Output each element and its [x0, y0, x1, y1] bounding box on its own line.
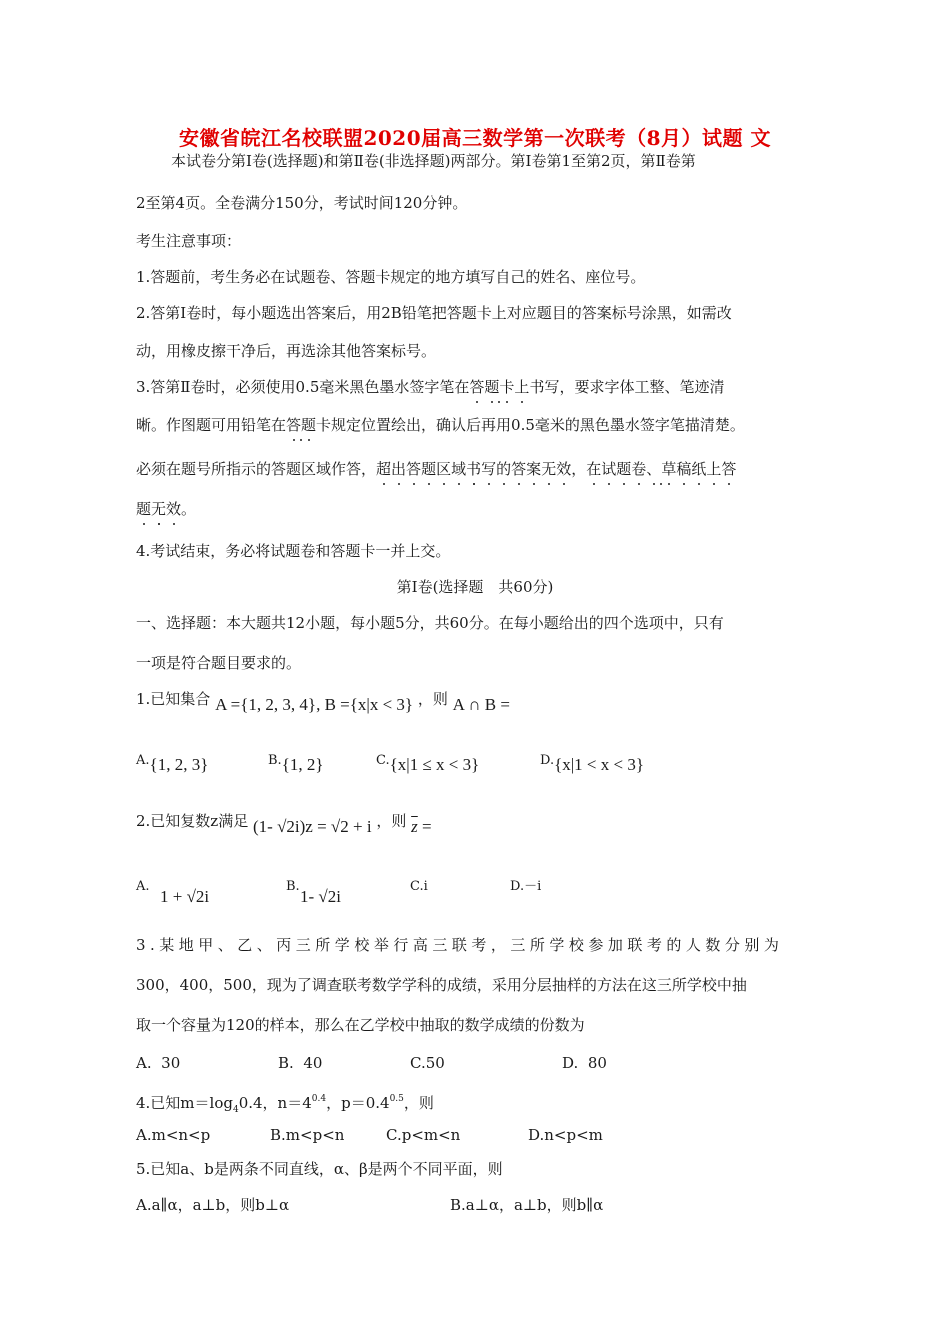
q1-option-b[interactable] — [268, 753, 324, 776]
notice-2-line-1: 2.答第Ⅰ卷时，每小题选出答案后，用2B铅笔把答题卡上对应题目的答案标号涂黑，如需改 — [136, 304, 732, 322]
notice-heading: 考生注意事项： — [136, 232, 242, 250]
option-math: 1- √2i — [300, 887, 341, 906]
text: 。 — [181, 500, 197, 518]
option-math: {x|1 < x < 3} — [554, 755, 644, 774]
option-math: {1, 2} — [281, 755, 324, 774]
q2-option-c[interactable] — [410, 876, 428, 896]
option-text: 80 — [587, 1054, 607, 1072]
q4-option-c[interactable] — [386, 1126, 460, 1144]
option-label: C. — [386, 1126, 402, 1144]
option-text: m<n<p — [151, 1126, 211, 1144]
option-label: B. — [450, 1196, 466, 1214]
q3-option-d[interactable] — [562, 1054, 607, 1072]
question-4 — [136, 1090, 434, 1119]
option-text: a∥α，a⊥b，则b⊥α — [151, 1196, 290, 1214]
emphasis-dotted — [469, 378, 529, 396]
option-math: {1, 2, 3} — [149, 755, 209, 774]
option-label: A. — [136, 879, 150, 894]
question-stem: 1.已知集合 — [136, 690, 211, 708]
option-text: m<p<n — [285, 1126, 345, 1144]
option-math: 1 + √2i — [160, 887, 210, 906]
notice-3-line-3 — [136, 460, 736, 478]
math-conjugate: $\overline{z}$ — [411, 817, 418, 836]
q2-option-b[interactable] — [286, 876, 341, 906]
emphasis-dotted — [586, 460, 736, 478]
emphasis-text: 在试题卷、草稿纸上答 — [586, 460, 737, 478]
math-expression: A ∩ B = — [452, 695, 510, 714]
option-text: i — [423, 879, 428, 894]
question-3-line-3: 取一个容量为120的样本，那么在乙学校中抽取的数学成绩的份数为 — [136, 1016, 585, 1034]
intro-line-1: 本试卷分第Ⅰ卷(选择题)和第Ⅱ卷(非选择题)两部分。第Ⅰ卷第1至第2页，第Ⅱ卷第 — [171, 152, 696, 170]
option-text: n<p<m — [544, 1126, 603, 1144]
text: 晰。作图题可用铅笔在 — [136, 416, 287, 434]
text: 卡规定位置绘出，确认后再用0.5毫米的黑色墨水签字笔描清楚。 — [316, 416, 745, 434]
q4-option-d[interactable] — [528, 1126, 603, 1144]
option-label: D. — [540, 753, 555, 768]
option-label: A. — [136, 1196, 152, 1214]
question-stem: 0.4，n＝4 — [238, 1094, 312, 1112]
question-2 — [136, 812, 432, 836]
log-base: 4 — [232, 1105, 239, 1115]
question-stem: 2.已知复数z满足 — [136, 812, 249, 830]
section-1-desc-line-2: 一项是符合题目要求的。 — [136, 654, 302, 672]
question-stem: ，则 — [403, 1094, 434, 1112]
q3-option-c[interactable] — [410, 1054, 445, 1072]
q4-option-b[interactable] — [270, 1126, 344, 1144]
notice-3-line-4 — [136, 500, 196, 518]
option-label: B. — [286, 879, 300, 894]
text: ， — [571, 460, 587, 478]
math-expression: = — [417, 817, 432, 836]
section-1-title: 第Ⅰ卷(选择题 共60分) — [396, 578, 554, 596]
option-label: B. — [278, 1054, 294, 1072]
section-1-desc-line-1: 一、选择题：本大题共12小题，每小题5分，共60分。在每小题给出的四个选项中，只有 — [136, 614, 724, 632]
emphasis-text: 答题 — [286, 416, 317, 434]
text: 3.答第Ⅱ卷时，必须使用0.5毫米黑色墨水签字笔在 — [136, 378, 470, 396]
option-text: a⊥α，a⊥b，则b∥α — [465, 1196, 604, 1214]
notice-4: 4.考试结束，务必将试题卷和答题卡一并上交。 — [136, 542, 451, 560]
option-label: A. — [136, 1054, 152, 1072]
emphasis-text: 题无效 — [136, 500, 182, 518]
q1-option-c[interactable] — [376, 753, 480, 776]
option-label: C. — [410, 1054, 426, 1072]
math-expression: (1- √2i)z = √2 + i — [253, 817, 372, 836]
intro-line-2: 2至第4页。全卷满分150分，考试时间120分钟。 — [136, 194, 468, 212]
emphasis-text: 超出答题区域书写的答案无效 — [376, 460, 572, 478]
notice-3-line-1 — [136, 378, 724, 396]
question-1 — [136, 690, 510, 714]
text: 书写，要求字体工整、笔迹清 — [529, 378, 725, 396]
q4-option-a[interactable] — [136, 1126, 210, 1144]
question-5: 5.已知a、b是两条不同直线，α、β是两个不同平面，则 — [136, 1160, 503, 1178]
question-stem: 4.已知m＝log — [136, 1094, 233, 1112]
question-3-line-2: 300，400，500，现为了调查联考数学学科的成绩，采用分层抽样的方法在这三所学校中抽 — [136, 976, 747, 994]
option-label: A. — [136, 753, 150, 768]
option-text: 30 — [161, 1054, 181, 1072]
option-math: {x|1 ≤ x < 3} — [389, 755, 480, 774]
q2-option-a[interactable] — [136, 876, 210, 906]
question-stem: ，则 — [417, 690, 448, 708]
option-label: C. — [376, 753, 390, 768]
q5-option-b[interactable] — [450, 1196, 603, 1214]
option-text: p<m<n — [401, 1126, 461, 1144]
option-text: 40 — [303, 1054, 323, 1072]
math-expression: A ={1, 2, 3, 4}, B ={x|x < 3} — [215, 695, 414, 714]
notice-3-line-2 — [136, 416, 745, 434]
emphasis-dotted — [136, 500, 181, 518]
q3-option-b[interactable] — [278, 1054, 322, 1072]
option-label: D. — [510, 879, 525, 894]
emphasis-text: 答题卡上 — [469, 378, 530, 396]
option-label: A. — [136, 1126, 152, 1144]
emphasis-dotted — [376, 460, 571, 478]
exponent: 0.4 — [311, 1094, 327, 1104]
q1-option-a[interactable] — [136, 753, 209, 776]
question-stem: ，则 — [376, 812, 407, 830]
option-label: B. — [270, 1126, 286, 1144]
document-title: 安徽省皖江名校联盟2020届高三数学第一次联考（8月）试题 文 — [178, 126, 772, 150]
question-stem: ，p＝0.4 — [326, 1094, 390, 1112]
question-3-line-1: 3.某地甲、乙、丙三所学校举行高三联考，三所学校参加联考的人数分别为 — [136, 936, 784, 954]
emphasis-dotted — [286, 416, 316, 434]
q2-option-d[interactable] — [510, 876, 541, 896]
q3-option-a[interactable] — [136, 1054, 180, 1072]
option-label: D. — [562, 1054, 579, 1072]
option-text: 50 — [425, 1054, 445, 1072]
option-text: －i — [524, 879, 542, 894]
notice-1: 1.答题前，考生务必在试题卷、答题卡规定的地方填写自己的姓名、座位号。 — [136, 268, 646, 286]
option-label: C. — [410, 879, 424, 894]
text: 必须在题号所指示的答题区域作答， — [136, 460, 377, 478]
option-label: B. — [268, 753, 282, 768]
notice-2-line-2: 动，用橡皮擦干净后，再选涂其他答案标号。 — [136, 342, 437, 360]
option-label: D. — [528, 1126, 545, 1144]
q5-option-a[interactable] — [136, 1196, 289, 1214]
q1-option-d[interactable] — [540, 753, 644, 776]
exponent: 0.5 — [389, 1094, 404, 1104]
